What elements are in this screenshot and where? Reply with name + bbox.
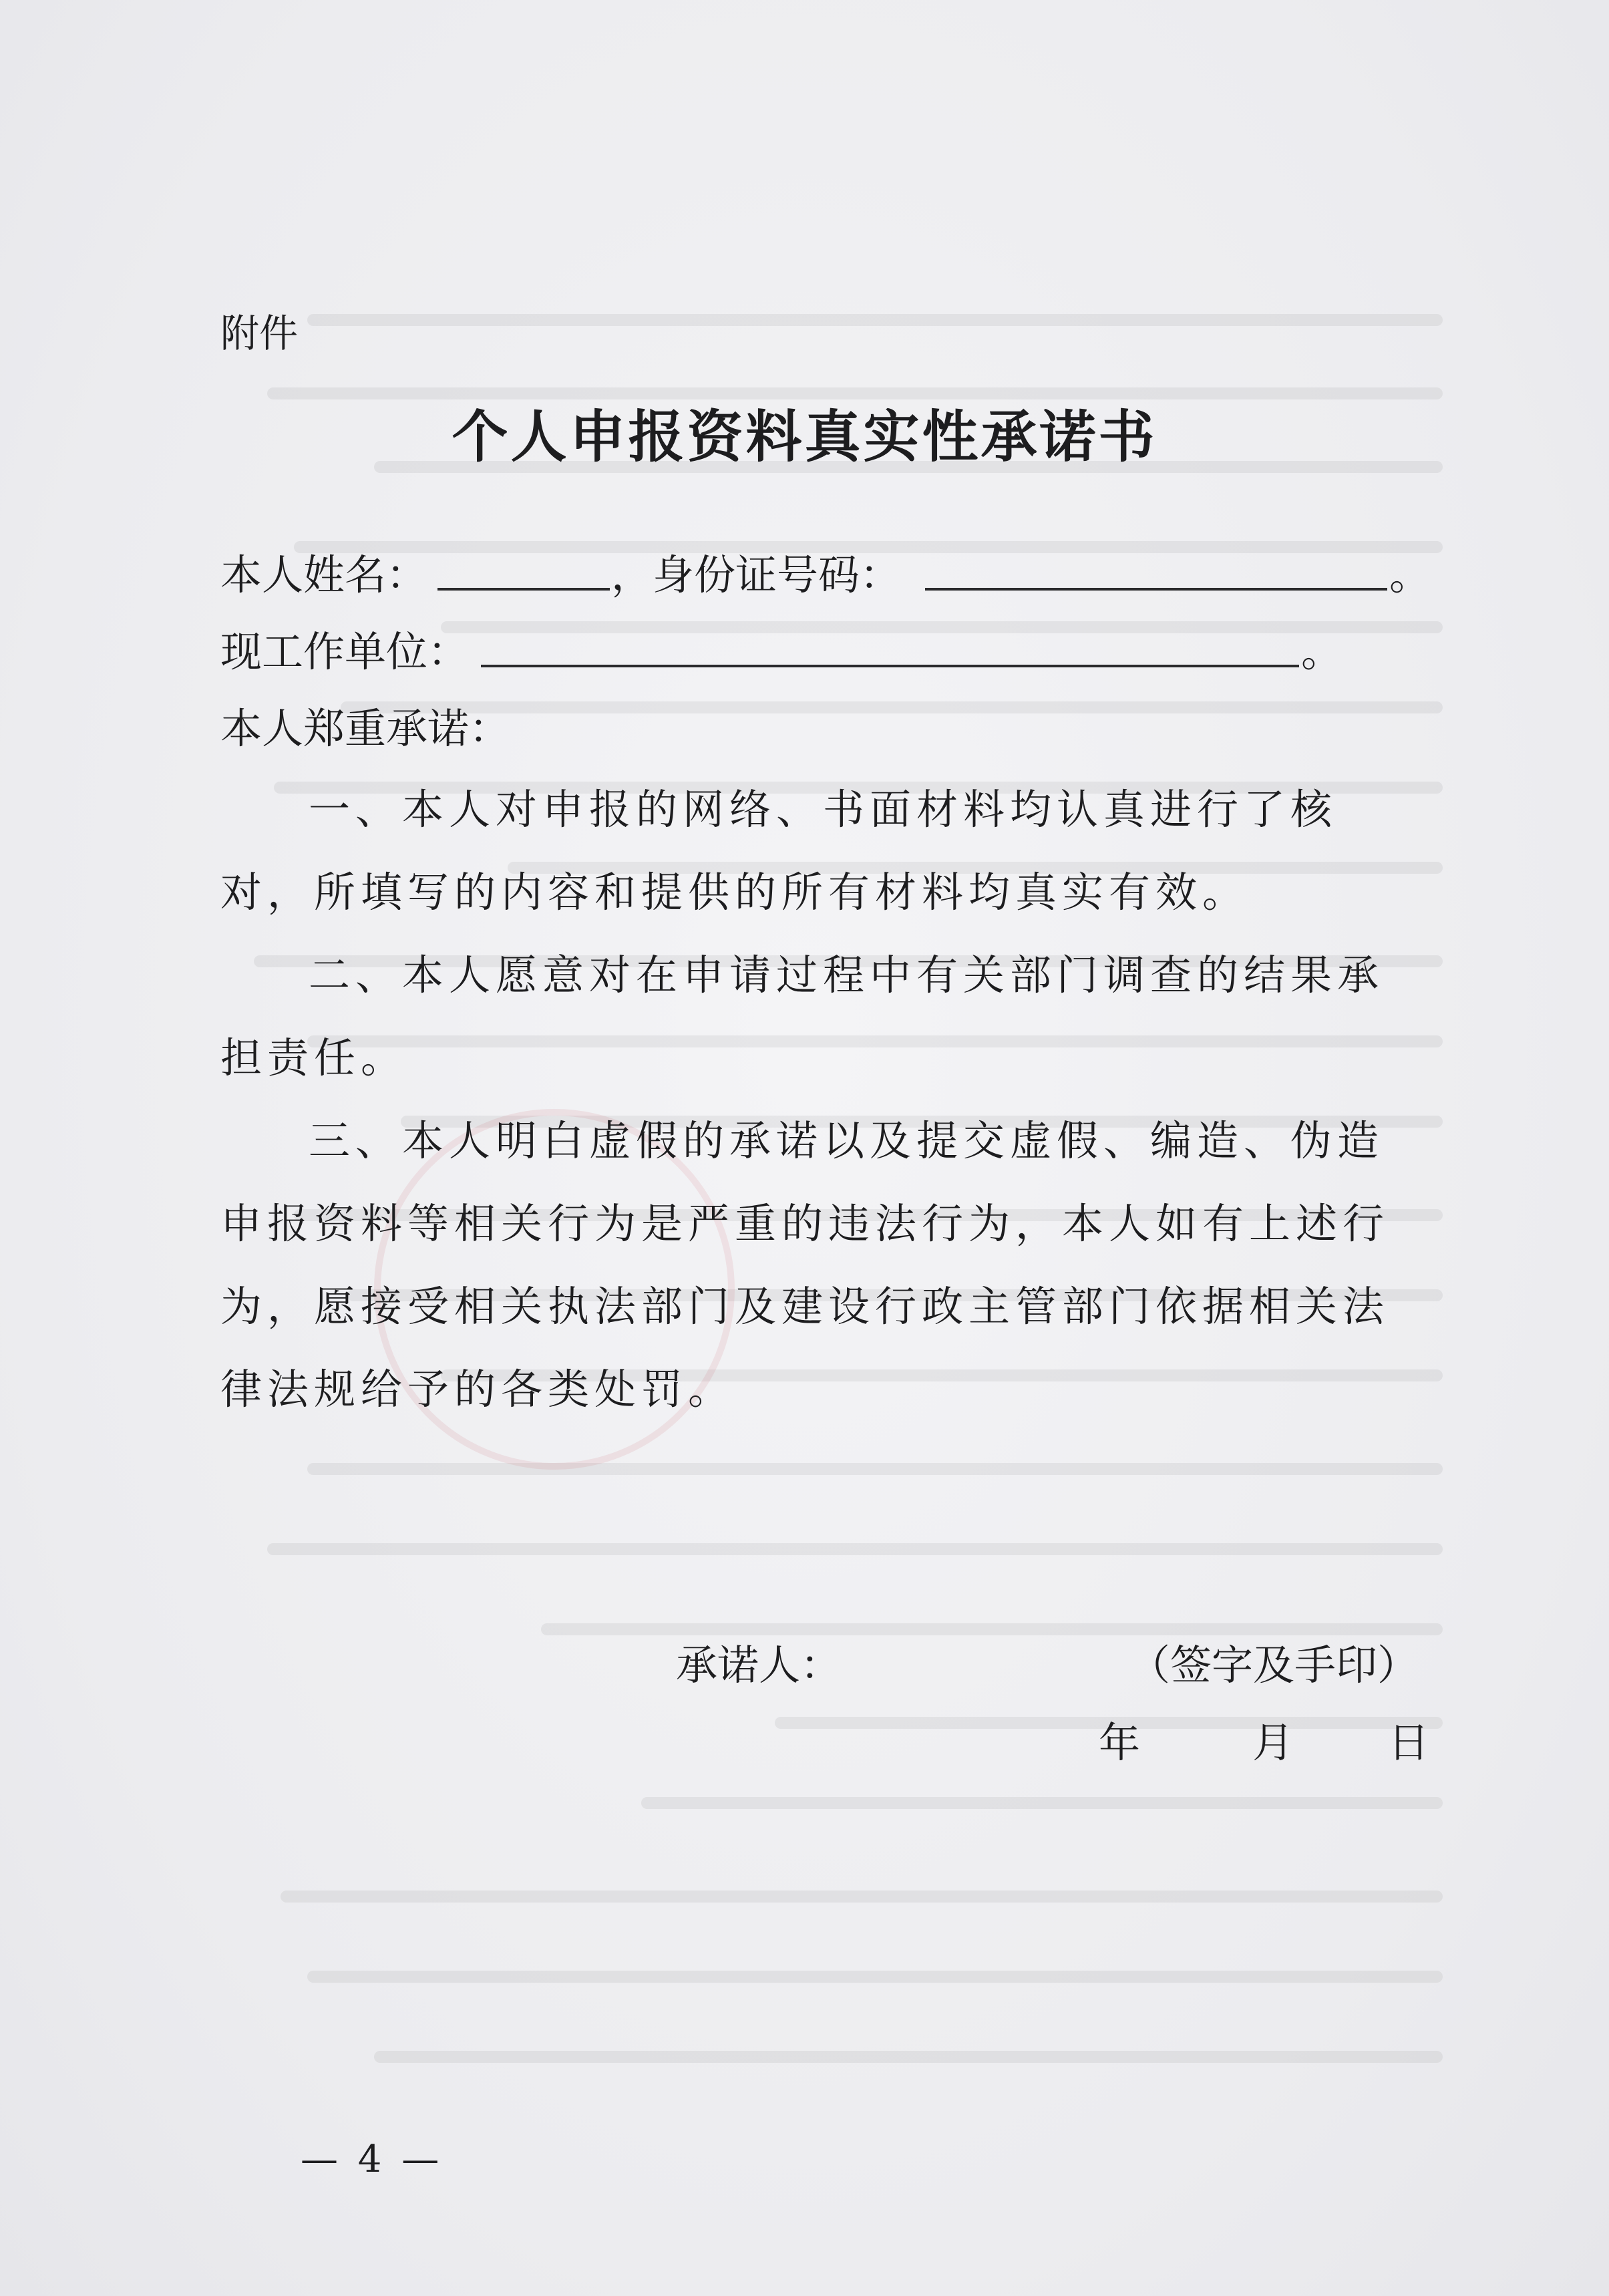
name-blank[interactable] [437,588,610,591]
work-unit-blank[interactable] [481,665,1299,667]
work-unit-label: 现工作单位： [220,627,470,676]
clause-1: 一、本人对申报的网络、书面材料均认真进行了核对，所填写的内容和提供的所有材料均真实有效。 [220,785,1338,917]
clause-2: 二、本人愿意对在申请过程中有关部门调查的结果承担责任。 [220,951,1385,1082]
date-day: 日 [1388,1718,1430,1767]
promisor-label: 承诺人： [676,1641,842,1689]
id-number-blank[interactable] [925,588,1387,591]
document-title: 个人申报资料真实性承诺书 [452,403,1157,470]
date-year: 年 [1099,1718,1141,1767]
intro-text: 本人郑重承诺： [220,704,511,753]
id-label: ，身份证号码： [611,550,902,599]
page-number: — 4 — [301,2138,443,2181]
date-month: 月 [1252,1718,1294,1767]
attachment-label: 附件 [220,311,299,356]
name-label: 本人姓名： [220,550,428,599]
id-line-end: 。 [1389,550,1431,599]
clause-3: 三、本人明白虚假的承诺以及提交虚假、编造、伪造申报资料等相关行为是严重的违法行为，本人如有上述行为，愿接受相关执法部门及建设行政主管部门依据相关法律法规给予的各类处罚。 [220,1116,1390,1414]
sign-hint: （签字及手印） [1129,1641,1419,1689]
work-unit-end: 。 [1301,627,1343,676]
